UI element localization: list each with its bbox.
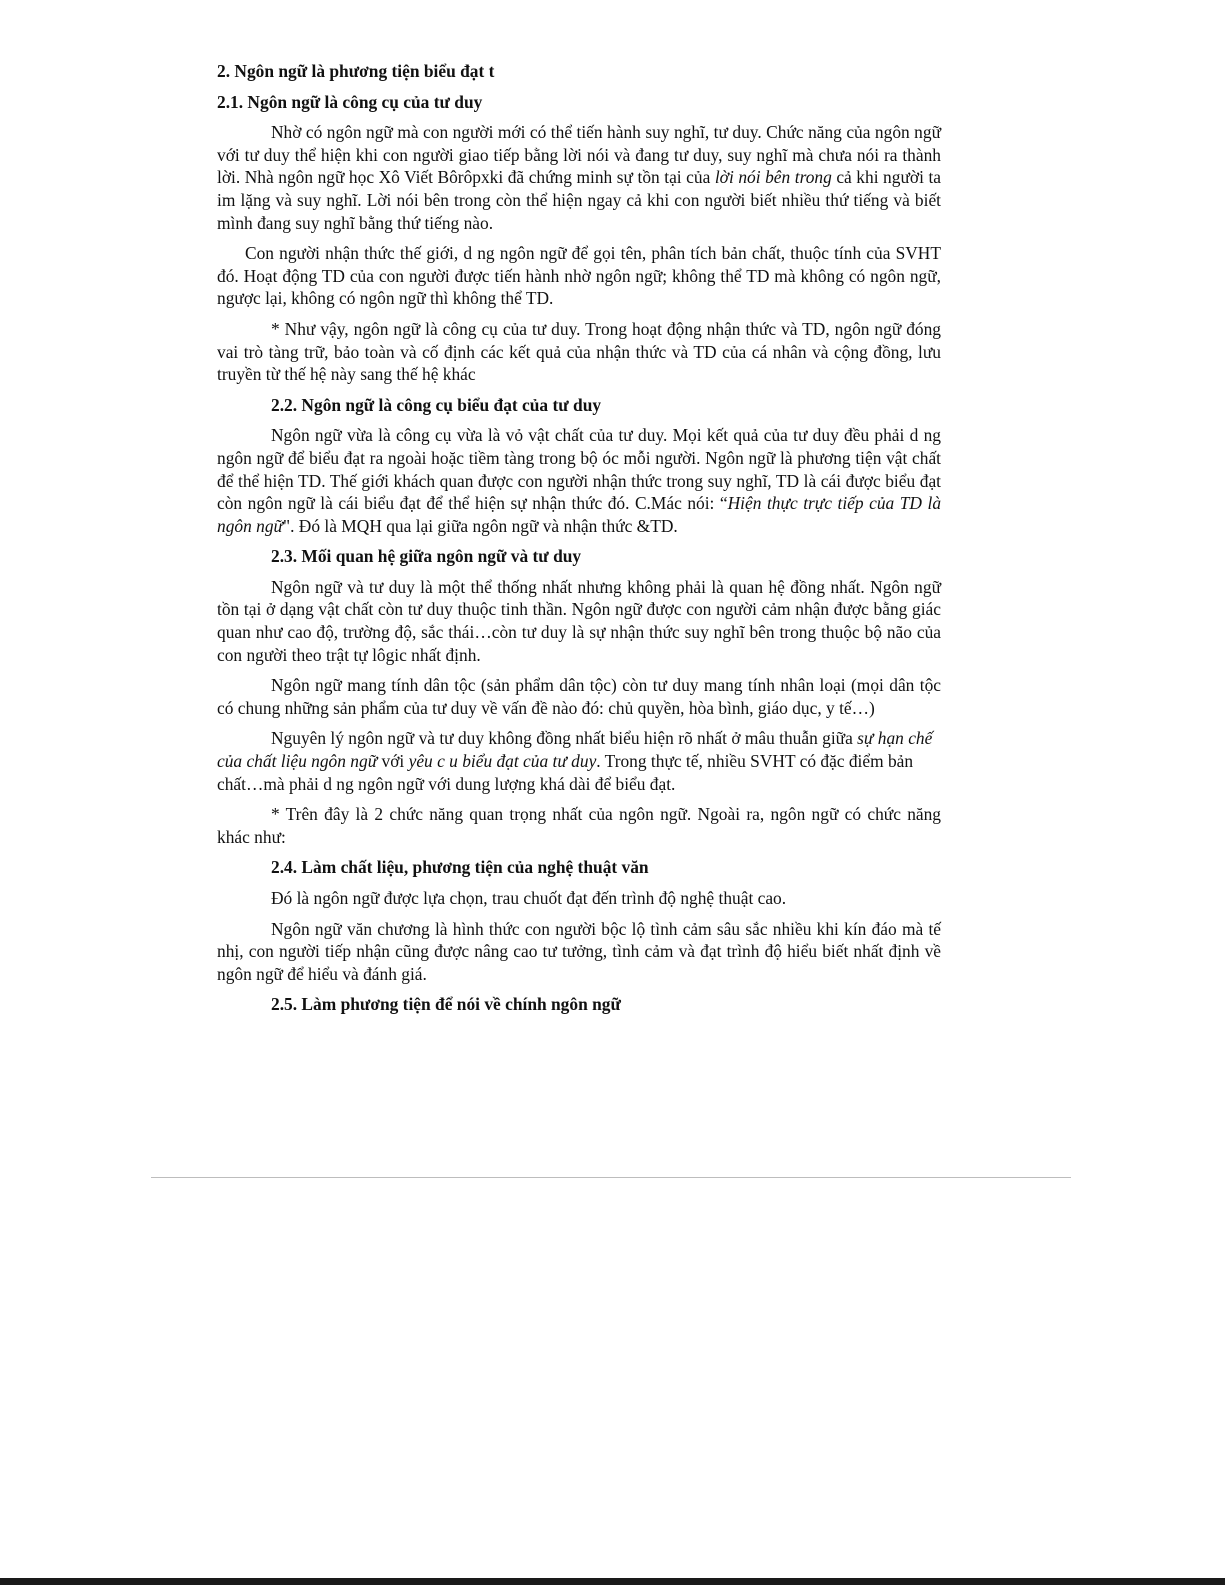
paragraph-8: * Trên đây là 2 chức năng quan trọng nhất của ngôn ngữ. Ngoài ra, ngôn ngữ có chức năng khác như: [217, 804, 941, 847]
heading-2: 2. Ngôn ngữ là phương tiện biểu đạt t [217, 61, 495, 81]
paragraph-6: Ngôn ngữ mang tính dân tộc (sản phẩm dân tộc) còn tư duy mang tính nhân loại (mọi dân tộc có chung những sản phẩm của tư duy về vấn đề nào đó: chủ quyền, hòa bình, giáo dục, y tế…) [217, 675, 941, 718]
paragraph-5: Ngôn ngữ và tư duy là một thể thống nhất nhưng không phải là quan hệ đồng nhất. Ngôn ngữ tồn tại ở dạng vật chất còn tư duy thuộc tinh thần. Ngôn ngữ được con người cảm nhận được bằng giác quan như cao độ, trường độ, sắc thái…còn tư duy là sự nhận thức suy nghĩ bên trong thuộc bộ não của con người theo trật tự lôgic nhất định. [217, 576, 941, 665]
paragraph-3: * Như vậy, ngôn ngữ là công cụ của tư duy. Trong hoạt động nhận thức và TD, ngôn ngữ đóng vai trò tàng trữ, bảo toàn và cố định các kết quả của nhận thức và TD của cá nhân và cộng đồng, lưu truyền từ thế hệ này sang thế hệ khác [217, 318, 941, 385]
heading-2-3: 2.3. Mối quan hệ giữa ngôn ngữ và tư duy [271, 546, 582, 567]
page-divider [151, 1177, 1071, 1178]
heading-2-1: 2.1. Ngôn ngữ là công cụ của tư duy [217, 91, 483, 112]
paragraph-9: Đó là ngôn ngữ được lựa chọn, trau chuốt đạt đến trình độ nghệ thuật cao. [271, 888, 787, 908]
heading-2-2: 2.2. Ngôn ngữ là công cụ biểu đạt của tư duy [271, 394, 602, 415]
paragraph-4: Ngôn ngữ vừa là công cụ vừa là vỏ vật chất của tư duy. Mọi kết quả của tư duy đều phải d ng ngôn ngữ để biểu đạt ra ngoài hoặc tiềm tàng trong bộ óc mỗi người. Ngôn ngữ là phương tiện vật chất để thể hiện TD. Thế giới khách quan được con người nhận thức trong suy nghĩ, TD là cái được biểu đạt còn ngôn ngữ là cái biểu đạt để thể hiện sự nhận thức đó. C.Mác nói: “Hiện thực trực tiếp của TD là ngôn ngữ". Đó là MQH qua lại giữa ngôn ngữ và nhận thức &TD. [217, 425, 942, 536]
paragraph-10: Ngôn ngữ văn chương là hình thức con người bộc lộ tình cảm sâu sắc nhiều khi kín đáo mà tế nhị, con người tiếp nhận cũng được nâng cao tư tưởng, tình cảm và đạt trình độ hiểu biết nhất định về ngôn ngữ để hiểu và đánh giá. [217, 918, 941, 984]
paragraph-2: Con người nhận thức thế giới, d ng ngôn ngữ để gọi tên, phân tích bản chất, thuộc tính của SVHT đó. Hoạt động TD của con người được tiến hành nhờ ngôn ngữ; không thể TD mà không có ngôn ngữ, ngược lại, không có ngôn ngữ thì không thể TD. [217, 243, 941, 309]
paragraph-1: Nhờ có ngôn ngữ mà con người mới có thể tiến hành suy nghĩ, tư duy. Chức năng của ngôn ngữ với tư duy thể hiện khi con người giao tiếp bằng lời nói và đang tư duy, suy nghĩ mà chưa nói ra thành lời. Nhà ngôn ngữ học Xô Viết Bôrôpxki đã chứng minh sự tồn tại của lời nói bên trong cả khi người ta im lặng và suy nghĩ. Lời nói bên trong còn thể hiện ngay cả khi con người biết nhiều thứ tiếng và biết mình đang suy nghĩ bằng thứ tiếng nào. [217, 122, 941, 233]
document-body [217, 60, 941, 1024]
heading-2-4: 2.4. Làm chất liệu, phương tiện của nghệ thuật văn [271, 857, 649, 878]
heading-2-5: 2.5. Làm phương tiện để nói về chính ngôn ngữ [271, 994, 621, 1015]
paragraph-7: Nguyên lý ngôn ngữ và tư duy không đồng nhất biểu hiện rõ nhất ở mâu thuẫn giữa sự hạn chế của chất liệu ngôn ngữ với yêu c u biểu đạt của tư duy. Trong thực tế, nhiều SVHT có đặc điểm bản chất…mà phải d ng ngôn ngữ với dung lượng khá dài để biểu đạt. [217, 728, 933, 794]
bottom-edge-bar [0, 1578, 1225, 1585]
